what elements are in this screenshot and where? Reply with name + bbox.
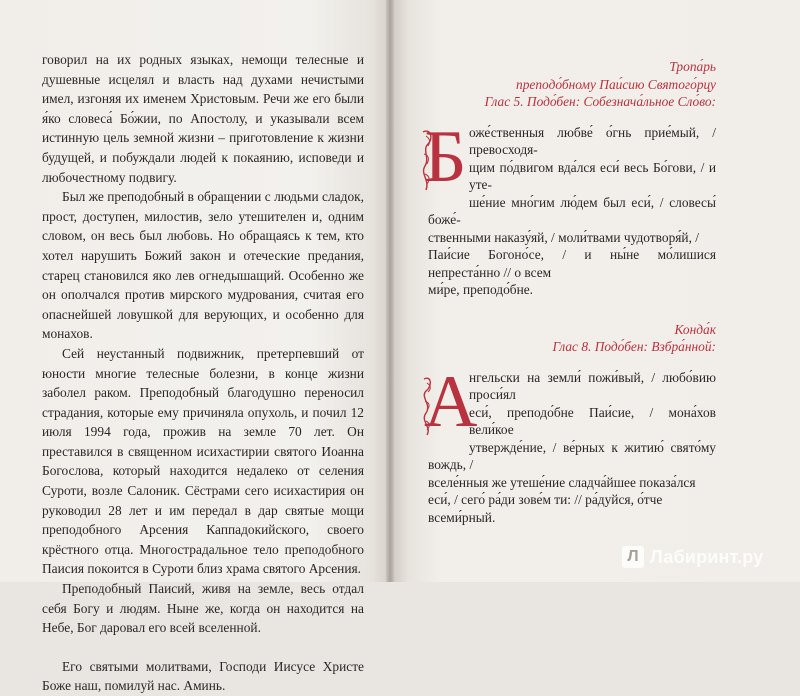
paragraph-4: Преподобный Паисий, живя на земле, весь отдал себя Богу и людям. Ныне же, когда он находится на Небе, Бог даровал его всей вселенной. [42,581,364,636]
paragraph-2: Был же преподобный в обращении с людьми сладок, прост, доступен, милостив, зело утешителен и, одним словом, он весь был любовь. Но обращаясь к тем, кто хотел нарушить Божий закон и отеческие предания, старец становился яко лев огнедышащий. Особенно же он ополчался против мирского мудрования, считая его опаснейшей ловушкой для верующих, и особенно для монахов. [42,189,364,342]
paragraph-5: Его святыми молитвами, Господи Иисусе Христе Боже наш, помилуй нас. Аминь. [42,658,364,694]
troparion-title: Тропа́рь [669,59,716,74]
paragraph-3: Сей неустанный подвижник, претерпевший от юности многие телесные болезни, в конце жизни заболел раком. Преподобный благодушно переносил страдания, которые ему причиняла опухоль, и почил 12 июля 1994 года, прожив на земле 70 лет. Он преставился в священном исихастирии святого Иоанна Богослова, который находится недалеко от селения Суроти, возле Салоник. Сёстрами сего исихастирия он руководил 28 лет и им передал в дар святые мощи преподобного Арсения Каппадокийского, своего крёстного отца. Многострадальное тело преподобного Паисия покоится в Суроти близ храма святого Арсения. [42,345,364,577]
right-page-text [424,58,716,526]
left-page-text [42,50,364,696]
kontakion-dropcap-letter: А [424,360,478,443]
troparion-dropcap [420,115,467,198]
troparion-subtitle: преподо́бному Паи́сию Святого́рцу [516,76,716,92]
paragraph-1: говорил на их родных языках, немощи телесные и душевные исцелял и власть над духами нечистыми имел, изгоняя их именем Христовым. Речи же его были я́ко словеса́ Бо́жии, по Апостолу, и указывали всем истинную цель земной жизни – приготовление к жизни будущей, и побуждали людей к покаянию, исповеди и любочестному подвигу. [42,52,364,185]
troparion-line: оже́ственныя любве́ о́гнь прие́мый, / превосходя- [469,124,716,157]
kontakion-line: нгельски на земли́ пожи́вый, / любо́вию проси́ял [469,369,716,402]
troparion-tone: Глас 5. Подо́бен: Собезнача́льное Сло́во: [484,94,716,109]
kontakion-line: еси́, / сего́ ра́ди зове́м ти: // ра́дуйся, о́тче всеми́рный. [428,492,663,525]
labirint-logo-icon: Л [622,546,644,568]
kontakion-line: утвержде́ние, / ве́рных к житию́ свято́му вождь, / [428,439,716,472]
book-gutter [386,0,394,582]
kontakion-title: Конда́к [674,321,716,337]
watermark [622,546,792,570]
troparion-dropcap-letter: Б [424,115,467,198]
troparion-line: ми́ре, преподо́бне. [428,282,534,297]
kontakion-tone: Глас 8. Подо́бен: Взбра́нной: [552,339,716,354]
kontakion-line: еси́, преподо́бне Паи́сие, / мона́хов вели́кое [469,404,716,437]
watermark-text: Лабиринт.ру [650,547,764,567]
troparion-line: ственными наказу́яй, / моли́твами чудотворя́й, / [428,229,700,245]
troparion-line: Паи́сие Богоно́се, / и ны́не мо́лишися непреста́нно // о всем [428,247,716,280]
kontakion-dropcap [420,360,478,443]
kontakion-text [424,360,716,527]
troparion-line: ше́ние мно́гим лю́дем был еси́, / словесы́ боже́- [428,194,716,227]
troparion-text [424,115,716,299]
kontakion-line: вселе́нныя же утеше́ние сладча́йшее показа́лся [428,474,696,490]
troparion-line: щим по́двигом вда́лся еси́ весь Бо́гови, / и уте- [469,159,716,192]
